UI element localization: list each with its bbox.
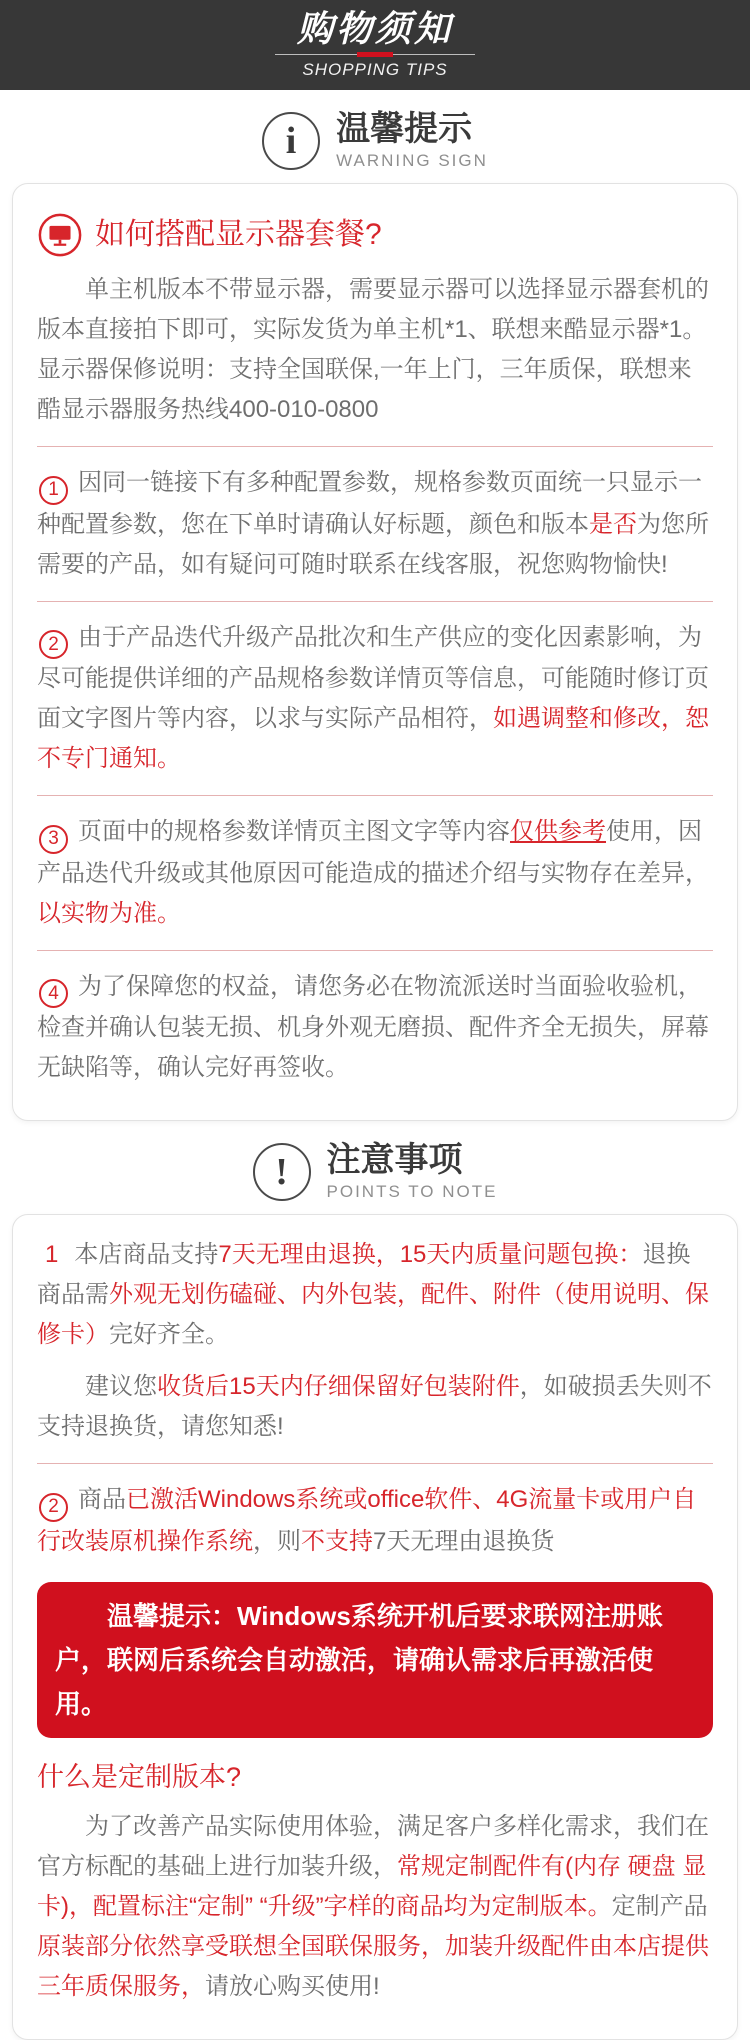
paragraph xyxy=(37,1367,713,1447)
highlight-text: 原装部分依然享受联想全国联保服务，加装升级配件由本店提供三年质保服务， xyxy=(37,1932,709,2000)
highlight-text: 已激活Windows系统或office软件、4G流量卡或用户自行改装原机操作系统 xyxy=(37,1486,697,1555)
sub-heading: 什么是定制版本? xyxy=(37,1761,242,1792)
highlight-text: 7天无理由退换，15天内质量问题包换： xyxy=(218,1241,643,1268)
text-run: 单主机版本不带显示器，需要显示器可以选择显示器套机的版本直接拍下即可，实际发货为单主机*1、联想来酷显示器*1。显示器保修说明：支持全国联保,一年上门，三年质保，联想来酷显示器服务热线400-010-0800 xyxy=(37,276,709,423)
divider xyxy=(37,446,713,447)
banner-title: 购物须知 xyxy=(296,8,453,49)
section-title: 注意事项 xyxy=(326,1141,463,1179)
text-run: 建议您 xyxy=(85,1373,157,1400)
text-run: 本店商品支持 xyxy=(74,1241,219,1268)
divider xyxy=(37,1463,713,1464)
paragraph xyxy=(37,1480,713,1562)
divider xyxy=(37,950,713,951)
text-run: 由于产品迭代升级产品批次和生产供应的变化因素影响，为尽可能提供详细的产品规格参数详情页等信息，可能随时修订页面文字图片等内容，以求与实际产品相符， xyxy=(37,623,709,732)
box2-content xyxy=(37,1235,713,2007)
divider xyxy=(37,795,713,796)
paragraph xyxy=(37,1807,713,2007)
banner-subtitle: SHOPPING TIPS xyxy=(302,60,448,79)
text-run: 完好齐全。 xyxy=(109,1321,229,1348)
text-run: 页面中的规格参数详情页主图文字等内容 xyxy=(78,818,510,845)
banner-divider xyxy=(275,52,475,57)
section-title: 温馨提示 xyxy=(336,110,473,148)
text-run: 因同一链接下有多种配置参数，规格参数页面统一只显示一种配置参数，您在下单时请确认好标题，颜色和版本 xyxy=(37,469,702,538)
section-title-block xyxy=(336,110,488,171)
highlight-text: 如遇调整和修改，恕不专门通知。 xyxy=(37,705,709,772)
highlight-text: 是否 xyxy=(589,510,637,538)
divider-segment xyxy=(393,54,475,55)
text-run: 为了保障您的权益，请您务必在物流派送时当面验收验机，检查并确认包装无损、机身外观无磨损、配件齐全无损失，屏幕无缺陷等，确认完好再签收。 xyxy=(37,972,709,1081)
section-header-note xyxy=(0,1121,750,1214)
circled-number: 4 xyxy=(39,979,68,1008)
paragraph xyxy=(37,618,713,780)
circled-number: 3 xyxy=(39,825,68,854)
highlight-text: 以实物为准。 xyxy=(37,899,181,927)
paragraph xyxy=(37,270,713,430)
text-run: 为您所需要的产品，如有疑问可随时联系在线客服，祝您购物愉快! xyxy=(37,510,709,578)
paragraph xyxy=(37,1235,713,1355)
monitor-bundle-heading xyxy=(37,212,713,258)
divider xyxy=(37,601,713,602)
highlight-text: 外观无划伤磕碰、内外包装，配件、附件（使用说明、保修卡） xyxy=(37,1281,709,1348)
info-icon: i xyxy=(262,112,320,170)
exclamation-icon: ! xyxy=(253,1143,311,1201)
section-header-warning xyxy=(0,90,750,183)
circled-number: 2 xyxy=(39,1493,68,1522)
section-subtitle: WARNING SIGN xyxy=(336,151,488,170)
number: 1 xyxy=(45,1241,59,1268)
paragraph xyxy=(37,463,713,585)
text-run: 定制产品 xyxy=(611,1892,708,1920)
monitor-icon xyxy=(37,212,83,258)
box1-heading-text: 如何搭配显示器套餐? xyxy=(95,218,382,251)
divider-segment xyxy=(275,54,357,55)
circled-number: 2 xyxy=(39,630,68,659)
highlight-text: 收货后15天内仔细保留好包装附件 xyxy=(157,1373,520,1400)
text-run: 商品 xyxy=(78,1486,126,1513)
paragraph xyxy=(37,812,713,934)
warning-box xyxy=(12,183,738,1121)
note-box xyxy=(12,1214,738,2040)
red-notice-banner: 温馨提示：Windows系统开机后要求联网注册账户，联网后系统会自动激活，请确认需求后再激活使用。 xyxy=(37,1582,713,1738)
circled-number: 1 xyxy=(39,476,68,505)
text-run: 7天无理由退换货 xyxy=(373,1527,555,1555)
paragraph xyxy=(37,967,713,1089)
text-run: ，如破损丢失则不支持退换货，请您知悉! xyxy=(37,1373,712,1440)
section-title-block xyxy=(327,1141,498,1202)
text-run: 使用，因产品迭代升级或其他原因可能造成的描述介绍与实物存在差异， xyxy=(37,818,709,887)
highlight-text: 常规定制配件有(内存 硬盘 显卡)，配置标注“定制” “升级”字样的商品均为定制版本。 xyxy=(37,1852,707,1920)
section-subtitle: POINTS TO NOTE xyxy=(326,1182,498,1201)
highlight-text: 仅供参考 xyxy=(510,818,606,845)
text-run: 请放心购买使用! xyxy=(205,1972,380,2000)
text-run: 为了改善产品实际使用体验，满足客户多样化需求，我们在官方标配的基础上进行加装升级， xyxy=(37,1812,709,1880)
divider-red-segment xyxy=(357,52,393,57)
highlight-text: 不支持 xyxy=(301,1527,373,1555)
box1-content xyxy=(37,270,713,1088)
text-run: ，则 xyxy=(253,1527,301,1555)
text-run: 退换商品需 xyxy=(37,1241,691,1308)
shopping-tips-banner xyxy=(0,0,750,90)
